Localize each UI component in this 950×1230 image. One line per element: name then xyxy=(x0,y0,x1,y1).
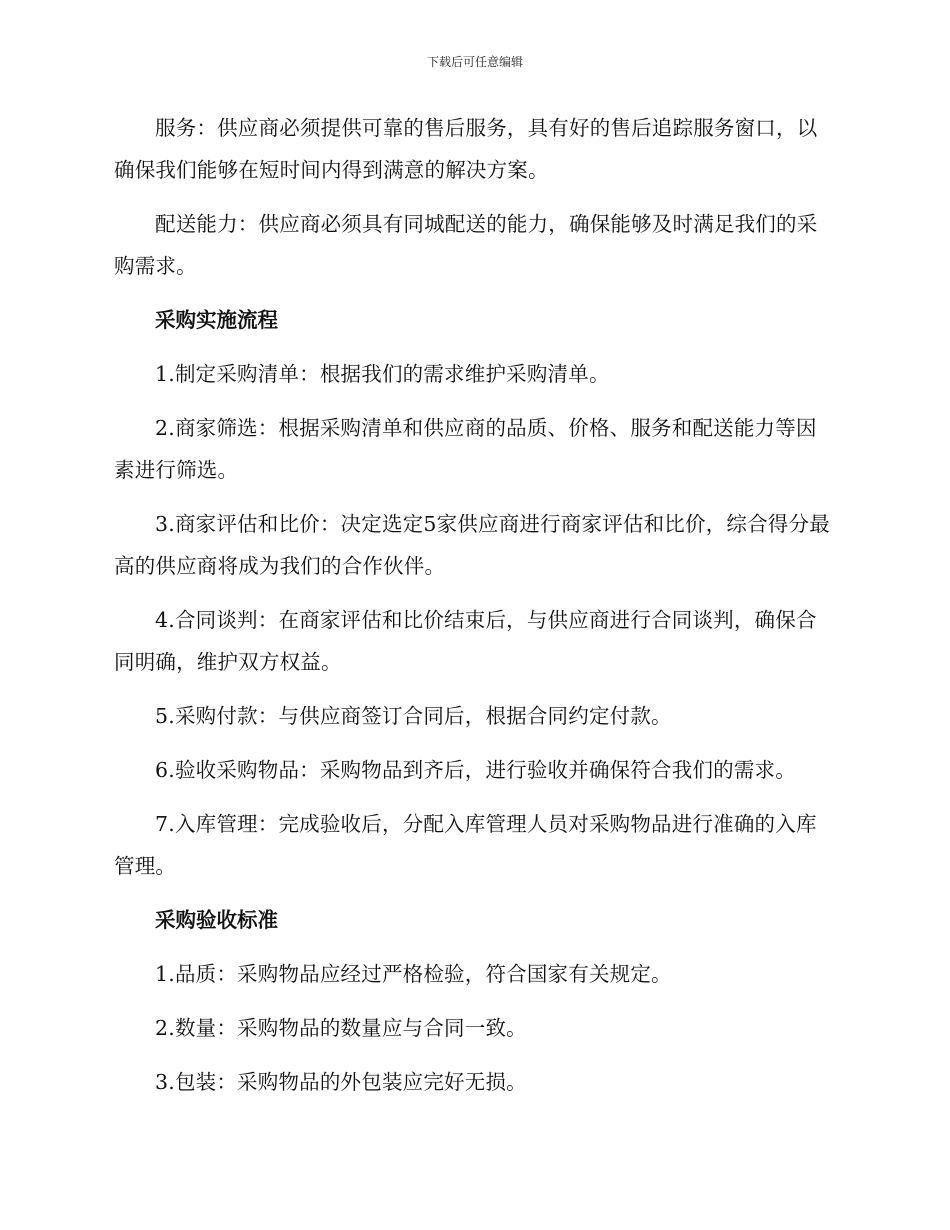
standard-item-1: 1.品质：采购物品应经过严格检验，符合国家有关规定。 xyxy=(155,962,672,986)
section-heading-procurement-process: 采购实施流程 xyxy=(155,308,278,332)
process-item-5: 5.采购付款：与供应商签订合同后，根据合同约定付款。 xyxy=(155,704,672,728)
section-heading-acceptance-standards: 采购验收标准 xyxy=(155,908,278,932)
page-header: 下载后可任意编辑 xyxy=(426,55,523,69)
process-item-7: 7.入库管理：完成验收后，分配入库管理人员对采购物品进行准确的入库管理。 xyxy=(114,812,817,878)
process-item-6: 6.验收采购物品：采购物品到齐后，进行验收并确保符合我们的需求。 xyxy=(155,758,796,782)
paragraph-service: 服务：供应商必须提供可靠的售后服务，具有好的售后追踪服务窗口，以确保我们能够在短时间内得到满意的解决方案。 xyxy=(114,116,818,182)
paragraph-delivery: 配送能力：供应商必须具有同城配送的能力，确保能够及时满足我们的采购需求。 xyxy=(114,212,818,278)
process-item-1: 1.制定采购清单：根据我们的需求维护采购清单。 xyxy=(155,362,610,386)
process-item-2: 2.商家筛选：根据采购清单和供应商的品质、价格、服务和配送能力等因素进行筛选。 xyxy=(114,416,817,482)
process-item-4: 4.合同谈判：在商家评估和比价结束后，与供应商进行合同谈判，确保合同明确，维护双方权益。 xyxy=(114,608,817,674)
standard-item-3: 3.包装：采购物品的外包装应完好无损。 xyxy=(155,1070,527,1094)
process-item-3: 3.商家评估和比价：决定选定5家供应商进行商家评估和比价，综合得分最高的供应商将成为我们的合作伙伴。 xyxy=(114,512,830,578)
document-body xyxy=(114,107,834,1115)
standard-item-2: 2.数量：采购物品的数量应与合同一致。 xyxy=(155,1016,527,1040)
